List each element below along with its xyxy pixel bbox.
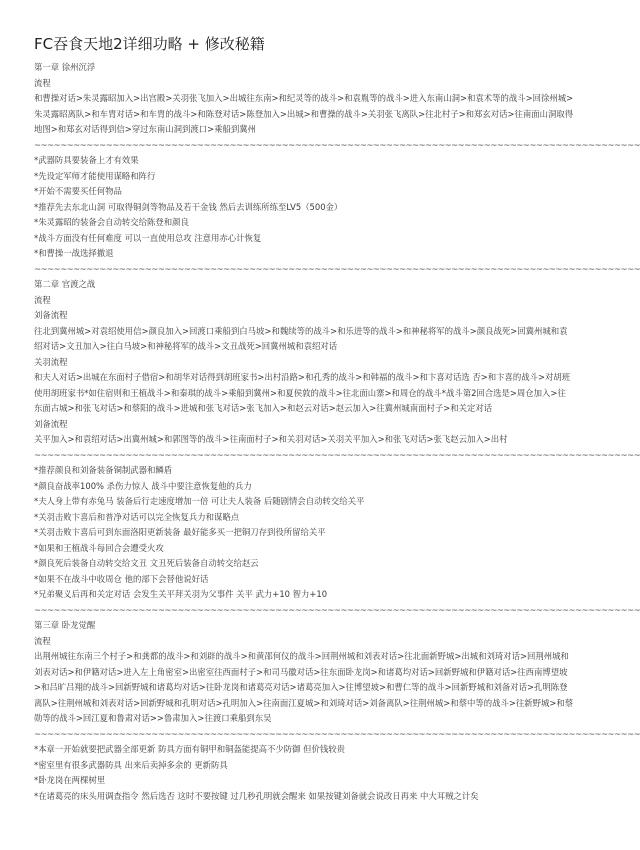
section-label: 流程 [34,635,51,646]
section-label: 流程 [34,77,51,88]
flow-text: 和夫人对话>出城在东面村子借宿>和胡华对话得到胡班家书>出村沿路>和孔秀的战斗>和韩福的战斗>和卞喜对话选 否>和卞喜的战斗>对胡班使用胡班家书*如住宿则和王植战斗>和秦琪的战斗>乘船到冀州>和夏侯敦的战斗>往北面山寨>和周仓的战斗*战斗第2回合选是>周仓加入>往东面古城>和张飞对话>和蔡阳的战斗>进城和张飞对话>张飞加入>和赵云对话>赵云加入>往冀州城南面村子>和关定对话 [34,372,571,413]
separator: ~~~~~~~~~~~~~~~~~~~~~~~~~~~~~~~~~~~~~~~~~~~~~~~~~~~~~~~~~~~~~~~~~~~~~~~~~~~~~~~~~~~~~~~~~~~~~ [34,728,640,739]
note-line: *如果不在战斗中收周仓 他的部下会替他说好话 [34,573,209,584]
separator: ~~~~~~~~~~~~~~~~~~~~~~~~~~~~~~~~~~~~~~~~~~~~~~~~~~~~~~~~~~~~~~~~~~~~~~~~~~~~~~~~~~~~~~~~~~~~~ [34,449,640,460]
separator: ~~~~~~~~~~~~~~~~~~~~~~~~~~~~~~~~~~~~~~~~~~~~~~~~~~~~~~~~~~~~~~~~~~~~~~~~~~~~~~~~~~~~~~~~~~~~~ [34,263,640,274]
separator: ~~~~~~~~~~~~~~~~~~~~~~~~~~~~~~~~~~~~~~~~~~~~~~~~~~~~~~~~~~~~~~~~~~~~~~~~~~~~~~~~~~~~~~~~~~~~~ [34,604,640,615]
separator: ~~~~~~~~~~~~~~~~~~~~~~~~~~~~~~~~~~~~~~~~~~~~~~~~~~~~~~~~~~~~~~~~~~~~~~~~~~~~~~~~~~~~~~~~~~~~~ [34,139,640,150]
chapter-heading: 第三章 卧龙觉醒 [34,620,96,630]
note-line: *关羽击败卞喜后可到东面洛阳更新装备 最好能多买一把铜刀存到役所留给关平 [34,527,326,537]
note-line: *卧龙岗在两棵树里 [34,775,106,785]
note-line: *颜良死后装备自动转交给文丑 文丑死后装备自动转交给赵云 [34,558,259,568]
note-line: *如果和王植战斗每回合会遭受火攻 [34,542,164,553]
flow-text: 往北到冀州城>对袁绍使用信>颜良加入>回渡口乘船到白马坡>和魏续等的战斗>和乐进等的战斗>和神秘将军的战斗>颜良战死>回冀州城和袁绍对话>文丑加入>往白马坡>和神秘将军的战斗>文丑战死>回冀州城和袁绍对话 [34,325,568,351]
subsection-label: 刘备流程 [34,418,68,429]
subsection-label: 刘备流程 [34,310,68,320]
note-line: *推荐先去东北山洞 可取得铜剑等物品及若干金钱 然后去训练所练至LV5（500金） [34,201,343,212]
note-line: *武器防具要装备上才有效果 [34,155,139,165]
note-line: *开始不需要买任何物品 [34,186,122,196]
document-title: FC吞食天地2详细功略 + 修改秘籍 [34,35,265,53]
note-line: *和曹操一战选择撤退 [34,248,114,258]
chapter-heading: 第一章 徐州沉浮 [34,62,96,72]
note-line: *颜良奋战率100% 杀伤力惊人 战斗中要注意恢复他的兵力 [34,480,252,491]
note-line: *先设定军师才能使用谋略和阵行 [34,170,156,181]
note-line: *密室里有很多武器防具 出来后卖掉多余的 更新防具 [34,759,228,770]
flow-text: 出荆州城往东南三个村子>和龚都的战斗>和刘辟的战斗>和黄邵何仪的战斗>回荆州城和刘表对话>往北面新野城>出城和刘琦对话>回荆州城和刘表对话>和伊籍对话>进入左上角密室>出密室往西面村子>和司马徽对话>往东面卧龙岗>和诸葛均对话>回新野城和伊籍对话>往西南博望坡>和吕旷吕翔的战斗>回新野城和诸葛均对话>往卧龙岗和诸葛亮对话>诸葛亮加入>往博望坡>和曹仁等的战斗>回新野城和刘备对话>孔明陈登离队>往荆州城和刘表对话>回新野城和孔明对话>孔明加入>往南面江夏城>和刘琦对话>刘备离队>往荆州城>和蔡中等的战斗>往新野城>和蔡勋等的战斗>回江夏和鲁肃对话>>鲁肃加入>往渡口乘船到东吴 [34,651,574,723]
note-line: *夫人身上带有赤兔马 装备后行走速度增加一倍 可让夫人装备 后随剧情会自动转交给关平 [34,496,365,506]
section-label: 流程 [34,294,51,305]
note-line: *本章一开始就要把武器全部更新 防具方面有铜甲和铜盔能提高不少防御 但价钱较贵 [34,744,346,754]
document [34,34,640,804]
chapter-heading: 第二章 官渡之战 [34,279,96,289]
note-line: *朱灵露昭的装备会自动转交给陈登和颜良 [34,217,189,227]
note-line: *兄弟聚义后再和关定对话 会发生关平拜关羽为父事件 关平 武力+10 智力+10 [34,589,328,599]
note-line: *关羽击败卞喜后和普净对话可以完全恢复兵力和谋略点 [34,511,240,522]
note-line: *推荐颜良和刘备装备铜制武器和鳞盾 [34,465,173,475]
flow-text: 关平加入>和袁绍对话>出冀州城>和郭图等的战斗>往南面村子>和关羽对话>关羽关平加入>和张飞对话>张飞赵云加入>出村 [34,434,508,444]
note-line: *战斗方面没有任何难度 可以一直使用总攻 注意用赤心计恢复 [34,232,262,243]
note-line: *在诸葛亮的床头用调查指令 然后选否 这时不要按键 过几秒孔明就会醒来 如果按键刘备就会说改日再来 中大耳贼之计矣 [34,790,479,801]
flow-text: 和曹操对话>朱灵露昭加入>出宫殿>关羽张飞加入>出城往东南>和纪灵等的战斗>和袁胤等的战斗>进入东南山洞>和袁术等的战斗>回徐州城>朱灵露昭离队>和车胄对话>和车胄的战斗>和陈登对话>陈登加入>出城>和曹操的战斗>关羽张飞离队>往北村子>和郑玄对话>往南面山洞取得地图>和郑玄对话得到信>穿过东南山洞到渡口>乘船到冀州 [34,93,574,134]
subsection-label: 关羽流程 [34,356,68,367]
